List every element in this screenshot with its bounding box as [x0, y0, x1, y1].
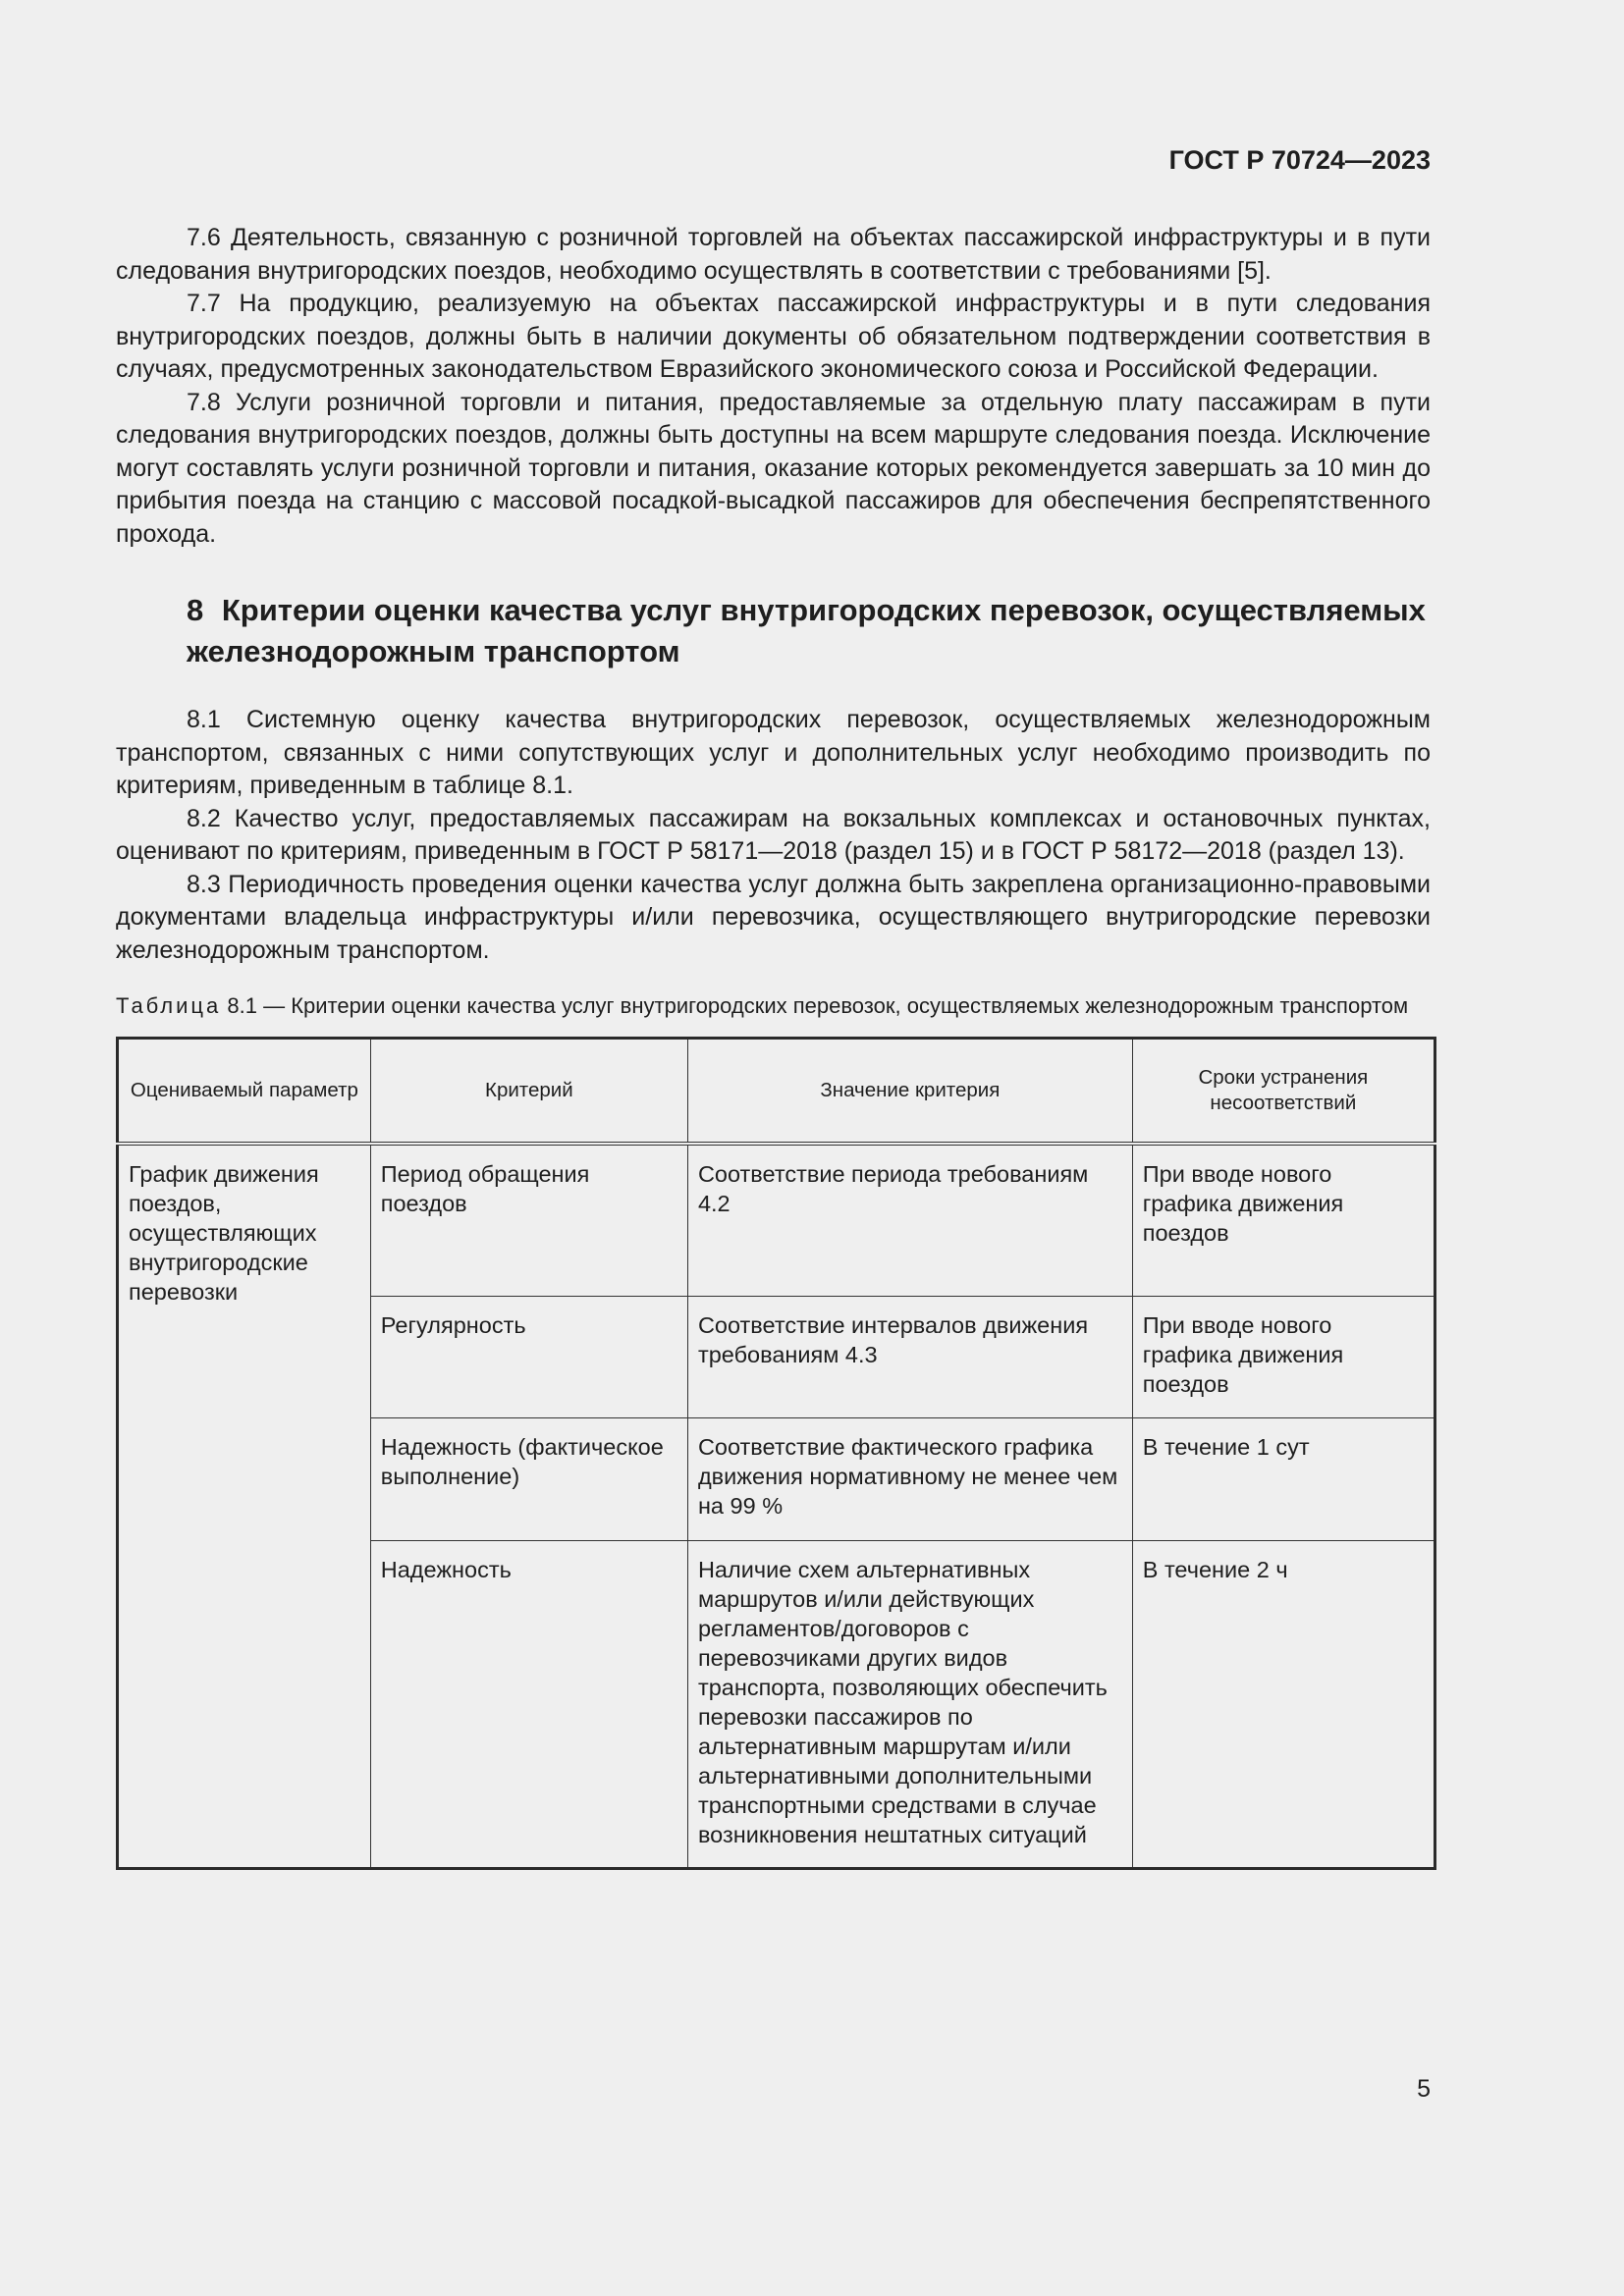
criteria-table	[116, 1037, 1436, 1870]
table-header-row	[118, 1039, 1435, 1145]
paragraph-7-6: 7.6 Деятельность, связанную с розничной торговлей на объектах пассажирской инфраструктуры и в пути следования внутригородских поездов, необходимо осуществлять в соответствии с требованиями [5].	[116, 224, 1431, 285]
table-caption	[116, 990, 1431, 1021]
page-body	[116, 222, 1431, 1870]
paragraph-8-1: 8.1 Системную оценку качества внутригородских перевозок, осуществляемых железнодорожным транспортом, связанных с ними сопутствующих услуг и дополнительных услуг необходимо производить по критериям, приведенным в таблице 8.1.	[116, 706, 1431, 799]
paragraph-7-7: 7.7 На продукцию, реализуемую на объектах пассажирской инфраструктуры и в пути следования внутригородских поездов, должны быть в наличии документы об обязательном подтверждении соответствия в случаях, предусмотренных законодательством Евразийского экономического союза и Российской Федерации.	[116, 290, 1431, 383]
cell-value: Соответствие интервалов движения требованиям 4.3	[687, 1296, 1132, 1417]
cell-deadline: При вводе нового графика движения поездов	[1132, 1296, 1435, 1417]
cell-value: Соответствие фактического графика движения нормативному не менее чем на 99 %	[687, 1417, 1132, 1540]
cell-criterion: Период обращения поездов	[370, 1144, 687, 1296]
paragraph-8-3: 8.3 Периодичность проведения оценки качества услуг должна быть закреплена организационно-правовыми документами владельца инфраструктуры и/или перевозчика, осуществляющего внутригородские перевозки железнодорожным транспортом.	[116, 870, 1431, 964]
document-code: ГОСТ Р 70724—2023	[1168, 145, 1431, 175]
table-row	[118, 1144, 1435, 1296]
header-deadline: Сроки устранения несоответствий	[1132, 1039, 1435, 1145]
table-caption-text: 8.1 — Критерии оценки качества услуг внутригородских перевозок, осуществляемых железнодорожным транспортом	[227, 993, 1409, 1018]
section-8-heading	[187, 590, 1431, 672]
cell-value: Наличие схем альтернативных маршрутов и/или действующих регламентов/договоров с перевозчиками других видов транспорта, позволяющих обеспечить перевозки пассажиров по альтернативным маршрутам и/или альтернативными дополнительными транспортными средствами в случае возникновения нештатных ситуаций	[687, 1540, 1132, 1868]
paragraph-8-2: 8.2 Качество услуг, предоставляемых пассажирам на вокзальных комплексах и остановочных пунктах, оценивают по критериям, приведенным в ГОСТ Р 58171—2018 (раздел 15) и в ГОСТ Р 58172—2018 (раздел 13).	[116, 804, 1431, 865]
section-number: 8	[187, 593, 204, 627]
paragraph-7-8: 7.8 Услуги розничной торговли и питания, предоставляемые за отдельную плату пассажирам в пути следования внутригородских поездов, должны быть доступны на всем маршруте следования поезда. Исключение могут составлять услуги розничной торговли и питания, оказание которых рекомендуется завершать за 10 мин до прибытия поезда на станцию с массовой посадкой-высадкой пассажиров для обеспечения беспрепятственного прохода.	[116, 388, 1431, 548]
cell-criterion: Надежность (фактическое выполнение)	[370, 1417, 687, 1540]
cell-deadline: При вводе нового графика движения поездов	[1132, 1144, 1435, 1296]
cell-criterion: Надежность	[370, 1540, 687, 1868]
section-title: Критерии оценки качества услуг внутригородских перевозок, осуществляемых железнодорожным транспортом	[187, 593, 1426, 668]
cell-deadline: В течение 1 сут	[1132, 1417, 1435, 1540]
page-number: 5	[1417, 2075, 1431, 2103]
header-criterion: Критерий	[370, 1039, 687, 1145]
cell-value: Соответствие периода требованиям 4.2	[687, 1144, 1132, 1296]
header-value: Значение критерия	[687, 1039, 1132, 1145]
cell-deadline: В течение 2 ч	[1132, 1540, 1435, 1868]
table-caption-label: Таблица	[116, 993, 222, 1018]
cell-criterion: Регулярность	[370, 1296, 687, 1417]
cell-parameter: График движения поездов, осуществляющих внутригородские перевозки	[118, 1144, 371, 1868]
header-parameter: Оцениваемый параметр	[118, 1039, 371, 1145]
